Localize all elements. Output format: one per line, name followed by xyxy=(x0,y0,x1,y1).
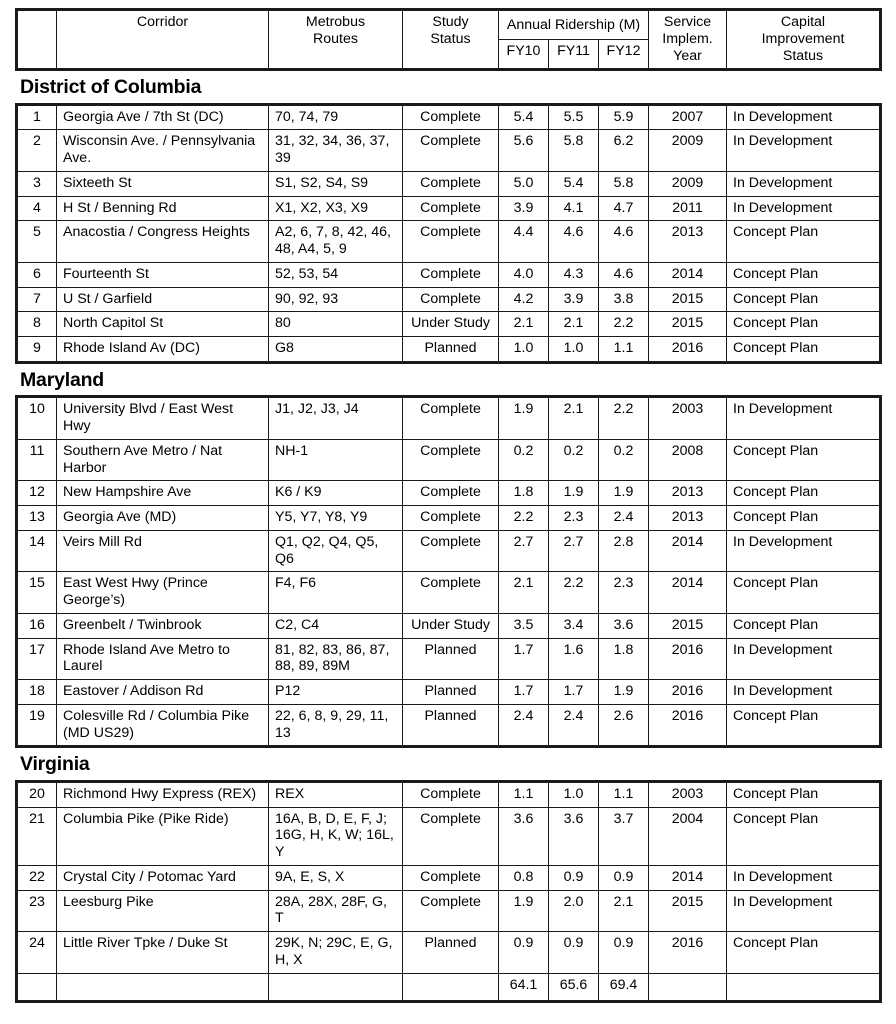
header-study-line2: Status xyxy=(430,30,471,47)
cell-row-number: 19 xyxy=(17,704,57,747)
section-title: Maryland xyxy=(20,368,105,391)
header-cell-metrobus-routes xyxy=(269,10,403,70)
cell-corridor: Leesburg Pike xyxy=(57,890,269,932)
cell-fy10: 5.6 xyxy=(499,130,549,172)
cell-metrobus-routes: 90, 92, 93 xyxy=(269,287,403,312)
table-row xyxy=(17,262,881,287)
cell-service-year: 2013 xyxy=(649,481,727,506)
cell-study-status: Complete xyxy=(403,481,499,506)
cell-fy10: 0.2 xyxy=(499,439,549,481)
table-header xyxy=(15,8,882,71)
table-row xyxy=(17,807,881,865)
totals-cell-study-status xyxy=(403,973,499,1001)
cell-fy11: 4.6 xyxy=(549,221,599,263)
cell-corridor: Little River Tpke / Duke St xyxy=(57,932,269,974)
cell-service-year: 2013 xyxy=(649,221,727,263)
table-row xyxy=(17,171,881,196)
cell-fy11: 1.0 xyxy=(549,337,599,363)
cell-metrobus-routes: Y5, Y7, Y8, Y9 xyxy=(269,506,403,531)
cell-fy10: 2.2 xyxy=(499,506,549,531)
cell-metrobus-routes: 22, 6, 8, 9, 29, 11, 13 xyxy=(269,704,403,747)
cell-service-year: 2011 xyxy=(649,196,727,221)
cell-fy11: 5.5 xyxy=(549,104,599,130)
cell-study-status: Under Study xyxy=(403,312,499,337)
cell-fy12: 4.6 xyxy=(599,262,649,287)
cell-fy11: 2.0 xyxy=(549,890,599,932)
table-row xyxy=(17,130,881,172)
cell-row-number: 6 xyxy=(17,262,57,287)
cell-capital-status: In Development xyxy=(727,530,881,572)
cell-fy12: 3.8 xyxy=(599,287,649,312)
table-row xyxy=(17,397,881,440)
cell-corridor: Colesville Rd / Columbia Pike (MD US29) xyxy=(57,704,269,747)
header-service-line1: Service xyxy=(663,14,712,30)
cell-fy10: 1.9 xyxy=(499,397,549,440)
cell-metrobus-routes: P12 xyxy=(269,680,403,705)
cell-capital-status: Concept Plan xyxy=(727,337,881,363)
cell-study-status: Complete xyxy=(403,865,499,890)
cell-service-year: 2015 xyxy=(649,890,727,932)
cell-metrobus-routes: 80 xyxy=(269,312,403,337)
cell-fy10: 1.7 xyxy=(499,680,549,705)
cell-capital-status: Concept Plan xyxy=(727,481,881,506)
table-row xyxy=(17,221,881,263)
cell-capital-status: Concept Plan xyxy=(727,704,881,747)
cell-row-number: 8 xyxy=(17,312,57,337)
table-row xyxy=(17,865,881,890)
cell-fy12: 2.6 xyxy=(599,704,649,747)
cell-corridor: Rhode Island Av (DC) xyxy=(57,337,269,363)
cell-capital-status: In Development xyxy=(727,397,881,440)
cell-capital-status: In Development xyxy=(727,104,881,130)
cell-capital-status: Concept Plan xyxy=(727,262,881,287)
cell-fy11: 1.0 xyxy=(549,781,599,807)
cell-capital-status: Concept Plan xyxy=(727,287,881,312)
header-cell-annual-ridership: Annual Ridership (M) xyxy=(499,10,649,40)
cell-fy12: 0.2 xyxy=(599,439,649,481)
cell-study-status: Complete xyxy=(403,397,499,440)
cell-service-year: 2009 xyxy=(649,130,727,172)
cell-fy11: 1.9 xyxy=(549,481,599,506)
cell-corridor: East West Hwy (Prince George’s) xyxy=(57,572,269,614)
cell-fy12: 5.8 xyxy=(599,171,649,196)
cell-corridor: North Capitol St xyxy=(57,312,269,337)
cell-row-number: 14 xyxy=(17,530,57,572)
cell-fy12: 0.9 xyxy=(599,932,649,974)
cell-metrobus-routes: NH-1 xyxy=(269,439,403,481)
cell-corridor: U St / Garfield xyxy=(57,287,269,312)
section-table xyxy=(15,103,882,364)
cell-capital-status: Concept Plan xyxy=(727,312,881,337)
cell-fy10: 3.6 xyxy=(499,807,549,865)
cell-fy10: 0.9 xyxy=(499,932,549,974)
cell-fy12: 2.4 xyxy=(599,506,649,531)
totals-cell-row-number xyxy=(17,973,57,1001)
cell-service-year: 2004 xyxy=(649,807,727,865)
totals-cell-service-year xyxy=(649,973,727,1001)
cell-fy10: 1.9 xyxy=(499,890,549,932)
cell-service-year: 2016 xyxy=(649,337,727,363)
table-sections xyxy=(15,77,881,1002)
cell-row-number: 23 xyxy=(17,890,57,932)
cell-metrobus-routes: F4, F6 xyxy=(269,572,403,614)
cell-fy12: 2.8 xyxy=(599,530,649,572)
table-row xyxy=(17,638,881,680)
cell-fy11: 2.2 xyxy=(549,572,599,614)
cell-fy10: 1.1 xyxy=(499,781,549,807)
header-service-line3: Year xyxy=(673,47,702,64)
cell-fy12: 1.9 xyxy=(599,680,649,705)
cell-fy11: 0.2 xyxy=(549,439,599,481)
cell-metrobus-routes: A2, 6, 7, 8, 42, 46, 48, A4, 5, 9 xyxy=(269,221,403,263)
cell-fy12: 0.9 xyxy=(599,865,649,890)
table-row xyxy=(17,932,881,974)
header-cell-fy11: FY11 xyxy=(549,40,599,70)
header-metrobus-line2: Routes xyxy=(313,30,358,47)
cell-service-year: 2008 xyxy=(649,439,727,481)
cell-service-year: 2014 xyxy=(649,530,727,572)
table-row xyxy=(17,506,881,531)
cell-fy11: 5.4 xyxy=(549,171,599,196)
cell-service-year: 2016 xyxy=(649,932,727,974)
cell-corridor: Anacostia / Congress Heights xyxy=(57,221,269,263)
cell-study-status: Planned xyxy=(403,638,499,680)
cell-corridor: Sixteeth St xyxy=(57,171,269,196)
cell-service-year: 2009 xyxy=(649,171,727,196)
cell-fy11: 4.3 xyxy=(549,262,599,287)
cell-fy11: 2.3 xyxy=(549,506,599,531)
cell-fy11: 0.9 xyxy=(549,865,599,890)
cell-fy10: 5.4 xyxy=(499,104,549,130)
cell-row-number: 11 xyxy=(17,439,57,481)
cell-capital-status: Concept Plan xyxy=(727,613,881,638)
cell-metrobus-routes: S1, S2, S4, S9 xyxy=(269,171,403,196)
cell-fy12: 1.9 xyxy=(599,481,649,506)
cell-service-year: 2016 xyxy=(649,704,727,747)
cell-fy11: 0.9 xyxy=(549,932,599,974)
table-row xyxy=(17,613,881,638)
cell-capital-status: In Development xyxy=(727,865,881,890)
cell-corridor: New Hampshire Ave xyxy=(57,481,269,506)
cell-fy10: 1.8 xyxy=(499,481,549,506)
cell-fy12: 4.6 xyxy=(599,221,649,263)
cell-study-status: Complete xyxy=(403,104,499,130)
cell-study-status: Planned xyxy=(403,680,499,705)
cell-row-number: 17 xyxy=(17,638,57,680)
header-cell-service-year xyxy=(649,10,727,70)
cell-row-number: 1 xyxy=(17,104,57,130)
cell-service-year: 2015 xyxy=(649,613,727,638)
cell-fy10: 4.2 xyxy=(499,287,549,312)
cell-fy11: 3.4 xyxy=(549,613,599,638)
cell-fy12: 3.6 xyxy=(599,613,649,638)
cell-row-number: 4 xyxy=(17,196,57,221)
cell-corridor: Greenbelt / Twinbrook xyxy=(57,613,269,638)
cell-study-status: Planned xyxy=(403,932,499,974)
cell-metrobus-routes: 31, 32, 34, 36, 37, 39 xyxy=(269,130,403,172)
table-row xyxy=(17,781,881,807)
cell-row-number: 5 xyxy=(17,221,57,263)
cell-corridor: Georgia Ave (MD) xyxy=(57,506,269,531)
cell-fy12: 2.1 xyxy=(599,890,649,932)
cell-fy10: 2.7 xyxy=(499,530,549,572)
cell-fy11: 2.7 xyxy=(549,530,599,572)
cell-fy10: 2.1 xyxy=(499,572,549,614)
cell-service-year: 2007 xyxy=(649,104,727,130)
cell-metrobus-routes: 29K, N; 29C, E, G, H, X xyxy=(269,932,403,974)
cell-row-number: 16 xyxy=(17,613,57,638)
cell-service-year: 2014 xyxy=(649,262,727,287)
section-title: District of Columbia xyxy=(20,76,202,99)
cell-capital-status: In Development xyxy=(727,638,881,680)
table-row xyxy=(17,530,881,572)
cell-fy12: 6.2 xyxy=(599,130,649,172)
cell-fy12: 4.7 xyxy=(599,196,649,221)
table-row xyxy=(17,439,881,481)
cell-study-status: Complete xyxy=(403,439,499,481)
cell-metrobus-routes: 70, 74, 79 xyxy=(269,104,403,130)
cell-study-status: Complete xyxy=(403,807,499,865)
cell-capital-status: Concept Plan xyxy=(727,932,881,974)
cell-study-status: Complete xyxy=(403,506,499,531)
totals-cell-capital-status xyxy=(727,973,881,1001)
totals-row xyxy=(17,973,881,1001)
cell-fy12: 1.1 xyxy=(599,337,649,363)
cell-fy11: 2.4 xyxy=(549,704,599,747)
cell-capital-status: In Development xyxy=(727,171,881,196)
cell-row-number: 12 xyxy=(17,481,57,506)
cell-service-year: 2015 xyxy=(649,312,727,337)
cell-fy11: 2.1 xyxy=(549,312,599,337)
cell-row-number: 9 xyxy=(17,337,57,363)
cell-study-status: Complete xyxy=(403,221,499,263)
table-row xyxy=(17,196,881,221)
cell-fy10: 1.7 xyxy=(499,638,549,680)
header-cell-capital-status xyxy=(727,10,881,70)
cell-capital-status: Concept Plan xyxy=(727,506,881,531)
cell-capital-status: Concept Plan xyxy=(727,572,881,614)
cell-fy12: 2.3 xyxy=(599,572,649,614)
cell-fy10: 2.4 xyxy=(499,704,549,747)
cell-corridor: University Blvd / East West Hwy xyxy=(57,397,269,440)
totals-cell-corridor xyxy=(57,973,269,1001)
header-capital-line2: Improvement xyxy=(761,30,845,47)
cell-row-number: 18 xyxy=(17,680,57,705)
cell-metrobus-routes: C2, C4 xyxy=(269,613,403,638)
cell-capital-status: Concept Plan xyxy=(727,439,881,481)
cell-corridor: H St / Benning Rd xyxy=(57,196,269,221)
table-row xyxy=(17,312,881,337)
cell-row-number: 2 xyxy=(17,130,57,172)
cell-row-number: 22 xyxy=(17,865,57,890)
cell-metrobus-routes: Q1, Q2, Q4, Q5, Q6 xyxy=(269,530,403,572)
header-capital-line3: Status xyxy=(782,47,824,64)
cell-corridor: Veirs Mill Rd xyxy=(57,530,269,572)
header-capital-line1: Capital xyxy=(780,14,826,30)
cell-capital-status: In Development xyxy=(727,890,881,932)
table-row xyxy=(17,890,881,932)
cell-metrobus-routes: G8 xyxy=(269,337,403,363)
cell-service-year: 2014 xyxy=(649,572,727,614)
cell-row-number: 7 xyxy=(17,287,57,312)
cell-corridor: Southern Ave Metro / Nat Harbor xyxy=(57,439,269,481)
cell-corridor: Columbia Pike (Pike Ride) xyxy=(57,807,269,865)
header-cell-corridor: Corridor xyxy=(57,10,269,70)
cell-row-number: 20 xyxy=(17,781,57,807)
totals-cell-fy12: 69.4 xyxy=(599,973,649,1001)
cell-study-status: Planned xyxy=(403,337,499,363)
cell-capital-status: Concept Plan xyxy=(727,807,881,865)
header-cell-fy10: FY10 xyxy=(499,40,549,70)
totals-cell-fy11: 65.6 xyxy=(549,973,599,1001)
table-row xyxy=(17,337,881,363)
header-study-line1: Study xyxy=(432,14,469,30)
section-title: Virginia xyxy=(20,753,90,776)
cell-service-year: 2014 xyxy=(649,865,727,890)
table-row xyxy=(17,680,881,705)
cell-study-status: Planned xyxy=(403,704,499,747)
cell-fy10: 3.5 xyxy=(499,613,549,638)
cell-fy12: 5.9 xyxy=(599,104,649,130)
cell-study-status: Under Study xyxy=(403,613,499,638)
cell-corridor: Wisconsin Ave. / Pennsylvania Ave. xyxy=(57,130,269,172)
cell-fy11: 3.9 xyxy=(549,287,599,312)
cell-study-status: Complete xyxy=(403,781,499,807)
cell-fy10: 1.0 xyxy=(499,337,549,363)
cell-service-year: 2016 xyxy=(649,638,727,680)
cell-fy10: 4.0 xyxy=(499,262,549,287)
table-row xyxy=(17,481,881,506)
table-row xyxy=(17,572,881,614)
cell-service-year: 2013 xyxy=(649,506,727,531)
cell-metrobus-routes: 28A, 28X, 28F, G, T xyxy=(269,890,403,932)
cell-capital-status: Concept Plan xyxy=(727,781,881,807)
table-row xyxy=(17,704,881,747)
cell-fy10: 2.1 xyxy=(499,312,549,337)
cell-row-number: 3 xyxy=(17,171,57,196)
cell-metrobus-routes: K6 / K9 xyxy=(269,481,403,506)
cell-fy11: 3.6 xyxy=(549,807,599,865)
cell-study-status: Complete xyxy=(403,530,499,572)
cell-study-status: Complete xyxy=(403,287,499,312)
cell-capital-status: Concept Plan xyxy=(727,221,881,263)
cell-fy11: 1.7 xyxy=(549,680,599,705)
header-cell-row-number xyxy=(17,10,57,70)
cell-metrobus-routes: REX xyxy=(269,781,403,807)
header-metrobus-line1: Metrobus xyxy=(305,14,366,30)
section-table xyxy=(15,780,882,1003)
cell-metrobus-routes: 9A, E, S, X xyxy=(269,865,403,890)
cell-corridor: Crystal City / Potomac Yard xyxy=(57,865,269,890)
cell-service-year: 2015 xyxy=(649,287,727,312)
cell-fy11: 2.1 xyxy=(549,397,599,440)
cell-fy11: 4.1 xyxy=(549,196,599,221)
cell-service-year: 2003 xyxy=(649,397,727,440)
cell-capital-status: In Development xyxy=(727,130,881,172)
cell-study-status: Complete xyxy=(403,572,499,614)
cell-study-status: Complete xyxy=(403,262,499,287)
cell-metrobus-routes: J1, J2, J3, J4 xyxy=(269,397,403,440)
cell-service-year: 2016 xyxy=(649,680,727,705)
cell-metrobus-routes: 16A, B, D, E, F, J; 16G, H, K, W; 16L, Y xyxy=(269,807,403,865)
cell-fy10: 4.4 xyxy=(499,221,549,263)
cell-study-status: Complete xyxy=(403,890,499,932)
cell-row-number: 24 xyxy=(17,932,57,974)
cell-fy12: 2.2 xyxy=(599,312,649,337)
cell-row-number: 15 xyxy=(17,572,57,614)
cell-study-status: Complete xyxy=(403,130,499,172)
totals-cell-metrobus-routes xyxy=(269,973,403,1001)
cell-fy11: 1.6 xyxy=(549,638,599,680)
header-cell-study-status xyxy=(403,10,499,70)
cell-corridor: Richmond Hwy Express (REX) xyxy=(57,781,269,807)
cell-corridor: Georgia Ave / 7th St (DC) xyxy=(57,104,269,130)
cell-corridor: Fourteenth St xyxy=(57,262,269,287)
cell-study-status: Complete xyxy=(403,171,499,196)
cell-corridor: Rhode Island Ave Metro to Laurel xyxy=(57,638,269,680)
cell-corridor: Eastover / Addison Rd xyxy=(57,680,269,705)
cell-capital-status: In Development xyxy=(727,196,881,221)
totals-cell-fy10: 64.1 xyxy=(499,973,549,1001)
cell-fy12: 1.1 xyxy=(599,781,649,807)
cell-fy12: 3.7 xyxy=(599,807,649,865)
cell-fy12: 2.2 xyxy=(599,397,649,440)
header-cell-fy12: FY12 xyxy=(599,40,649,70)
cell-fy10: 5.0 xyxy=(499,171,549,196)
cell-fy11: 5.8 xyxy=(549,130,599,172)
cell-study-status: Complete xyxy=(403,196,499,221)
cell-fy12: 1.8 xyxy=(599,638,649,680)
cell-fy10: 3.9 xyxy=(499,196,549,221)
cell-fy10: 0.8 xyxy=(499,865,549,890)
cell-row-number: 10 xyxy=(17,397,57,440)
table-row xyxy=(17,104,881,130)
cell-capital-status: In Development xyxy=(727,680,881,705)
cell-row-number: 13 xyxy=(17,506,57,531)
table-row xyxy=(17,287,881,312)
section-table xyxy=(15,395,882,748)
cell-metrobus-routes: X1, X2, X3, X9 xyxy=(269,196,403,221)
cell-metrobus-routes: 81, 82, 83, 86, 87, 88, 89, 89M xyxy=(269,638,403,680)
cell-service-year: 2003 xyxy=(649,781,727,807)
header-service-line2: Implem. xyxy=(662,30,713,47)
cell-row-number: 21 xyxy=(17,807,57,865)
cell-metrobus-routes: 52, 53, 54 xyxy=(269,262,403,287)
